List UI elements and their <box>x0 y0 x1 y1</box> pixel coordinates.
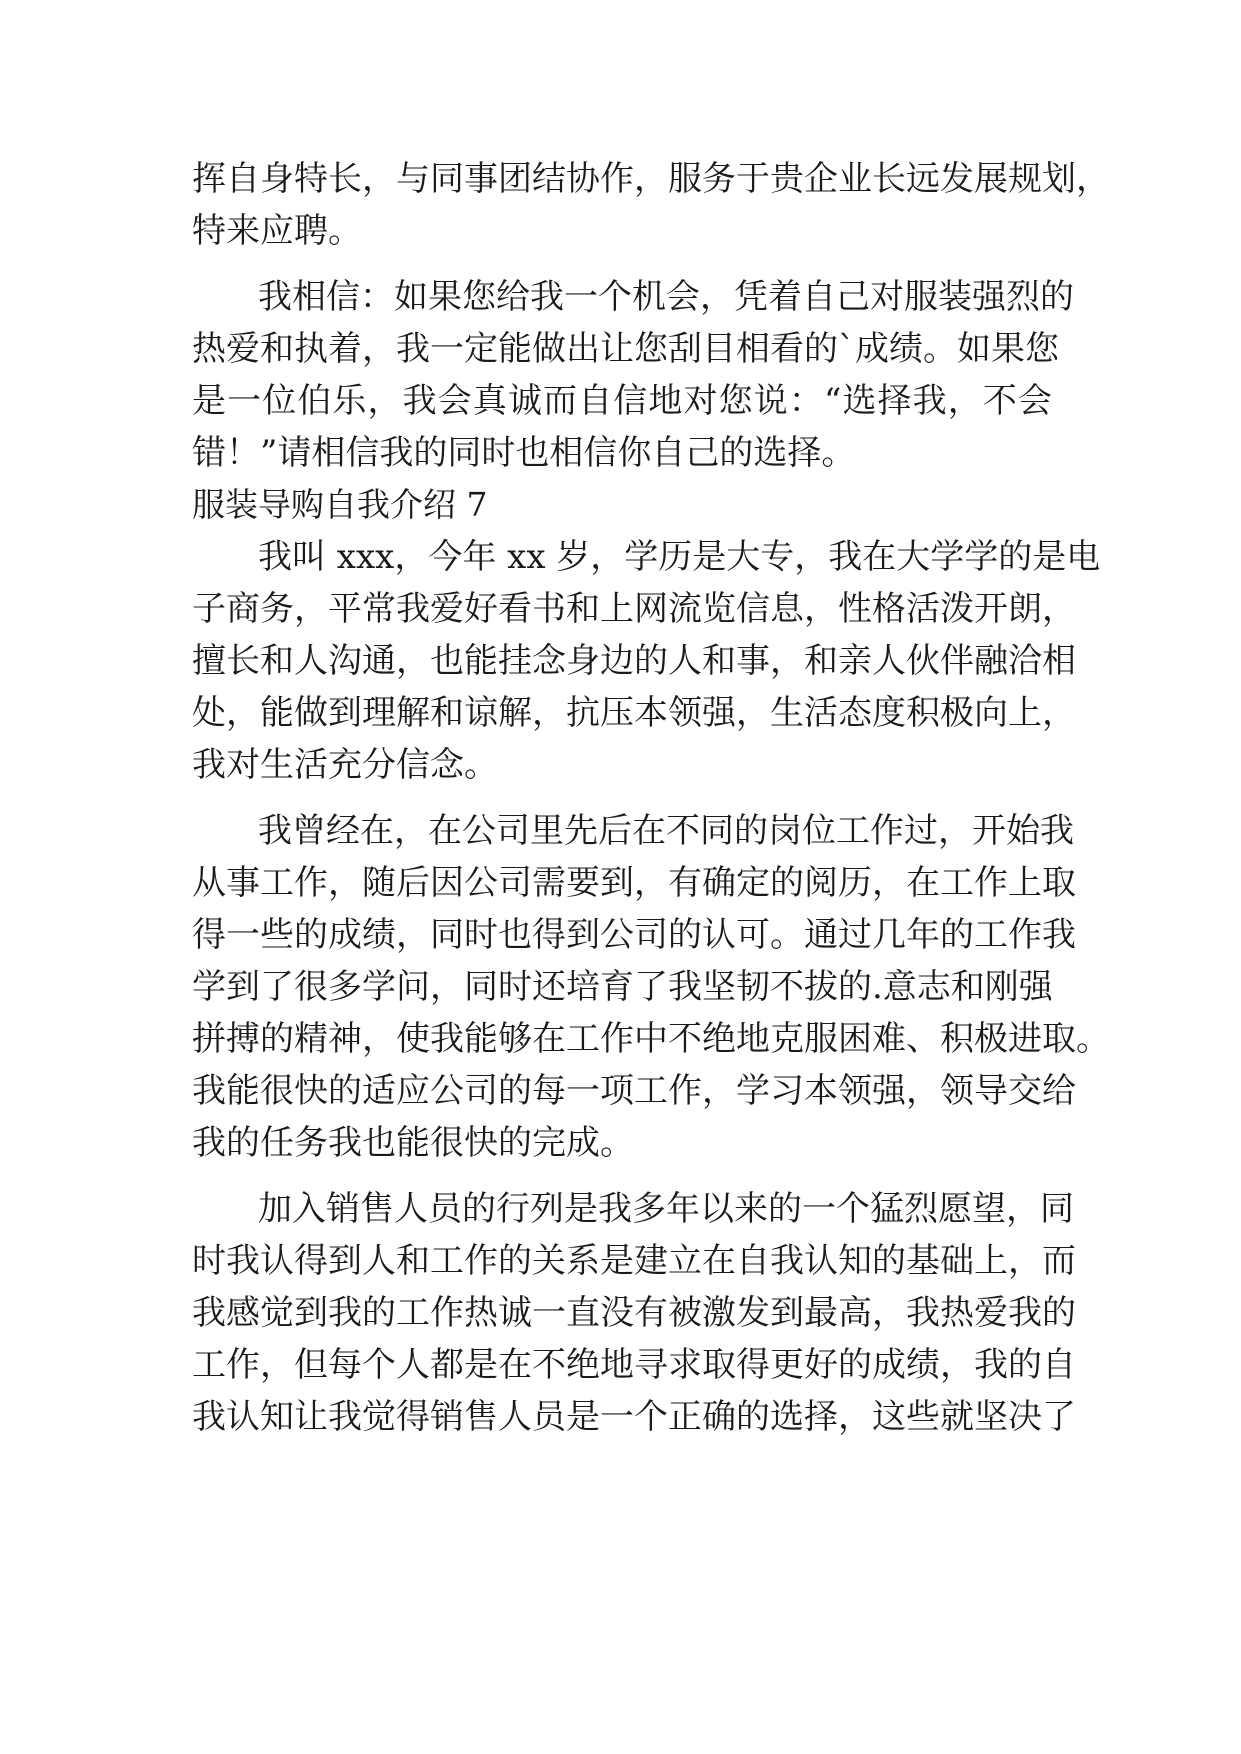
paragraph-3-line-4: 处，能做到理解和谅解，抗压本领强，生活态度积极向上， <box>192 693 1076 733</box>
paragraph-3-line-5: 我对生活充分信念。 <box>192 745 498 785</box>
paragraph-5-line-3: 我感觉到我的工作热诚一直没有被激发到最高，我热爱我的 <box>192 1293 1076 1333</box>
paragraph-5-line-5: 我认知让我觉得销售人员是一个正确的选择，这些就坚决了 <box>192 1397 1076 1437</box>
paragraph-2-line-3: 是一位伯乐，我会真诚而自信地对您说：“选择我，不会 <box>192 381 1052 421</box>
paragraph-5-line-2: 时我认得到人和工作的关系是建立在自我认知的基础上，而 <box>192 1241 1076 1281</box>
paragraph-4-line-7: 我的任务我也能很快的完成。 <box>192 1123 634 1163</box>
paragraph-3-line-2: 子商务，平常我爱好看书和上网流览信息，性格活泼开朗， <box>192 589 1076 629</box>
paragraph-4-line-2: 从事工作，随后因公司需要到，有确定的阅历，在工作上取 <box>192 863 1076 903</box>
section-heading: 服装导购自我介绍 7 <box>192 485 488 524</box>
paragraph-4-line-3: 得一些的成绩，同时也得到公司的认可。通过几年的工作我 <box>192 915 1076 955</box>
paragraph-2-line-2: 热爱和执着，我一定能做出让您刮目相看的`成绩。如果您 <box>192 329 1059 369</box>
paragraph-1-line-2: 特来应聘。 <box>192 211 362 251</box>
paragraph-4-line-5: 拼搏的精神，使我能够在工作中不绝地克服困难、积极进取。 <box>192 1019 1110 1059</box>
paragraph-5-line-4: 工作，但每个人都是在不绝地寻求取得更好的成绩，我的自 <box>192 1345 1076 1385</box>
paragraph-3-line-3: 擅长和人沟通，也能挂念身边的人和事，和亲人伙伴融洽相 <box>192 641 1076 681</box>
paragraph-2-line-1: 我相信：如果您给我一个机会，凭着自己对服装强烈的 <box>258 277 1074 317</box>
paragraph-4-line-4: 学到了很多学问，同时还培育了我坚韧不拔的.意志和刚强 <box>192 967 1053 1007</box>
paragraph-5-line-1: 加入销售人员的行列是我多年以来的一个猛烈愿望，同 <box>258 1189 1074 1229</box>
paragraph-1-line-1: 挥自身特长，与同事团结协作，服务于贵企业长远发展规划， <box>192 159 1110 199</box>
paragraph-3-line-1: 我叫 xxx，今年 xx 岁，学历是大专，我在大学学的是电 <box>258 537 1101 577</box>
paragraph-2-line-4: 错！”请相信我的同时也相信你自己的选择。 <box>192 433 856 473</box>
paragraph-4-line-1: 我曾经在，在公司里先后在不同的岗位工作过，开始我 <box>258 811 1074 851</box>
paragraph-4-line-6: 我能很快的适应公司的每一项工作，学习本领强，领导交给 <box>192 1071 1076 1111</box>
